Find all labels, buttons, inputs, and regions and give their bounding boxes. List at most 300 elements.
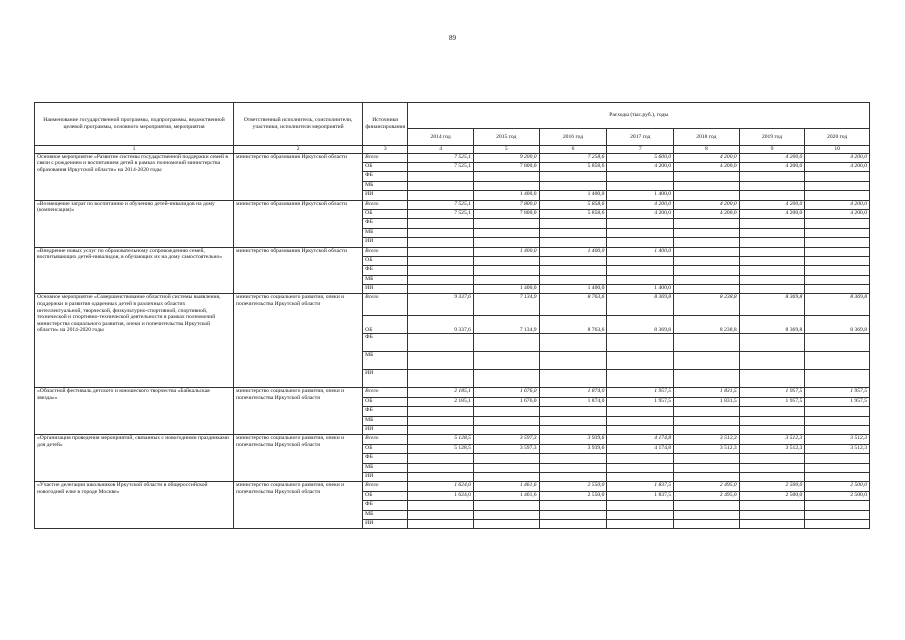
funding-source: Всего [363,153,408,162]
expense-value: 3 512,3 [805,435,870,444]
expense-value [473,426,539,435]
expense-value: 4 200,0 [674,162,740,171]
funding-source: ФБ [363,172,408,181]
expense-value: 4 200,0 [739,162,805,171]
funding-source: МБ [363,416,408,425]
expense-value: 1 957,5 [607,397,674,406]
expense-value: 3 597,3 [473,435,539,444]
expense-value [674,370,740,388]
table-row [35,200,870,209]
expense-value: 4 200,0 [805,200,870,209]
funding-source: Всего [363,388,408,397]
funding-source: МБ [363,228,408,237]
expense-value [805,407,870,416]
expense-value: 4 200,0 [674,209,740,218]
expense-value [473,463,539,472]
expense-value [607,275,674,284]
expense-value [674,172,740,181]
funding-source: ИИ [363,426,408,435]
expense-value [805,266,870,275]
expense-value: 4 200,0 [805,153,870,162]
expense-value [539,519,607,528]
expense-value: 1 957,5 [805,397,870,406]
expense-value: 4 200,0 [607,200,674,209]
expense-value [607,219,674,228]
expense-value [607,352,674,370]
expense-value: 1 676,0 [473,397,539,406]
funding-source: ИИ [363,191,408,200]
expense-value: 1 831,5 [674,397,740,406]
activity-name: «Областной фестиваль детского и юношеского творчества «Байкальская звезда»» [35,388,234,435]
responsible-executor: министерство социального развития, опеки и попечительства Иркутской области [234,388,363,435]
expense-value [805,454,870,463]
expense-value [739,352,805,370]
expense-value [473,510,539,519]
header-year: 2018 год [674,129,740,146]
expense-value [674,181,740,190]
responsible-executor: министерство социального развития, опеки и попечительства Иркутской области [234,435,363,482]
expense-value [408,256,474,265]
responsible-executor: министерство социального развития, опеки и попечительства Иркутской области [234,294,363,388]
funding-source: ФБ [363,219,408,228]
funding-source: ОБ [363,316,408,334]
expense-value [739,238,805,247]
expense-value [739,370,805,388]
expense-value [805,463,870,472]
expense-value [739,407,805,416]
funding-source: ФБ [363,454,408,463]
expense-value: 9 337,6 [408,316,474,334]
expense-value [408,247,474,256]
expense-value [739,256,805,265]
expense-value [607,238,674,247]
expense-value: 2 500,0 [805,482,870,491]
column-number: 4 [408,146,474,154]
expense-value [473,454,539,463]
expense-value: 4 200,0 [805,162,870,171]
expense-value: 1 400,0 [473,247,539,256]
expense-value [739,426,805,435]
expense-value [739,472,805,481]
expense-value [674,247,740,256]
expense-value [739,266,805,275]
expense-value [408,181,474,190]
column-number: 9 [739,146,805,154]
expense-value: 8 238,8 [674,294,740,316]
expense-value: 8 763,6 [539,294,607,316]
expense-value: 5 600,0 [607,153,674,162]
expense-value: 3 597,3 [473,444,539,453]
funding-source: ИИ [363,472,408,481]
expense-value: 7 525,1 [408,209,474,218]
expense-value: 1 676,0 [473,388,539,397]
expense-value [805,247,870,256]
expense-value: 1 400,0 [539,285,607,294]
funding-source: Всего [363,482,408,491]
expense-value [473,238,539,247]
expense-value [607,519,674,528]
expense-value: 1 957,5 [805,388,870,397]
funding-source: ОБ [363,491,408,500]
expense-value [739,519,805,528]
expense-value: 1 400,0 [539,191,607,200]
expense-value: 5 128,5 [408,435,474,444]
expense-value [408,510,474,519]
table-row [35,435,870,444]
expense-value: 3 939,6 [539,435,607,444]
expense-value [408,238,474,247]
expense-value [739,454,805,463]
funding-source: ФБ [363,501,408,510]
expense-value: 3 512,3 [739,444,805,453]
expense-value [674,238,740,247]
expense-value [473,370,539,388]
expense-value [607,256,674,265]
expense-value [674,407,740,416]
expense-value: 8 238,8 [674,316,740,334]
expense-value [408,285,474,294]
funding-source: ФБ [363,407,408,416]
header-year: 2016 год [539,129,607,146]
activity-name: Основное мероприятие «Развитие системы государственной поддержки семей в связи с рождением и воспитанием детей в рамках полномочий министерства образования Иркутской области» на 2014-2020 годы [35,153,234,200]
activity-name: Основное мероприятие «Совершенствование областной системы выявления, поддержки и развития одаренных детей в различных областях интеллектуальной, творческой, физкультурно-спортивной, спортивной, технической и спортивно-технической деятельности в рамках полномочий министерства социального развития, опеки и попечительства Иркутской области» на 2014-2020 годы [35,294,234,388]
expense-value: 2 495,0 [674,491,740,500]
responsible-executor: министерство образования Иркутской области [234,200,363,247]
header-name: Наименование государственной программы, подпрограммы, ведомственной целевой программы, основного мероприятия, мероприятия [35,103,234,146]
expense-value [607,472,674,481]
expense-value [674,275,740,284]
responsible-executor: министерство образования Иркутской области [234,247,363,294]
expense-value [539,472,607,481]
expense-value [674,510,740,519]
expense-value [539,501,607,510]
expense-value: 4 200,0 [674,200,740,209]
expense-value [473,416,539,425]
expense-value: 1 957,5 [607,388,674,397]
expense-value: 8 763,6 [539,316,607,334]
expense-value: 1 837,5 [607,482,674,491]
expense-value: 7 525,1 [408,162,474,171]
expense-value [408,501,474,510]
column-number: 3 [363,146,408,154]
expense-value [805,219,870,228]
expense-value: 1 957,5 [739,388,805,397]
expense-value [674,519,740,528]
expense-value: 2 500,0 [739,482,805,491]
expense-value [739,463,805,472]
expense-value [539,275,607,284]
column-number: 2 [234,146,363,154]
funding-source: ФБ [363,266,408,275]
expense-value [739,172,805,181]
expense-value: 8 369,8 [739,316,805,334]
expense-value: 7 525,1 [408,153,474,162]
expense-value [805,370,870,388]
expense-value: 3 512,3 [805,444,870,453]
expense-value: 2 185,1 [408,397,474,406]
funding-source: ИИ [363,519,408,528]
expense-value [408,266,474,275]
header-responsible: Ответственный исполнитель, соисполнители, участники, исполнители мероприятий [234,103,363,146]
funding-source: ИИ [363,370,408,388]
expense-value [473,228,539,237]
column-number: 1 [35,146,234,154]
expense-value [408,228,474,237]
header-source: Источники финансирования [363,103,408,146]
expense-value: 1 874,0 [539,397,607,406]
expense-value [539,219,607,228]
expense-value [607,172,674,181]
expense-value [473,219,539,228]
expense-value [674,334,740,352]
expense-value: 7 525,1 [408,200,474,209]
expense-value [607,416,674,425]
funding-source: ОБ [363,444,408,453]
expense-value [607,426,674,435]
expense-value [408,172,474,181]
funding-source: ФБ [363,334,408,352]
expense-value: 7 800,0 [473,200,539,209]
expense-value: 1 400,0 [473,285,539,294]
expense-value [473,172,539,181]
expense-value: 2 500,0 [739,491,805,500]
column-number: 10 [805,146,870,154]
expense-value [805,472,870,481]
expense-value [674,416,740,425]
table-row [35,482,870,491]
expense-value [805,191,870,200]
expense-value: 5 858,6 [539,200,607,209]
expense-value [739,275,805,284]
expense-value [539,181,607,190]
expense-value: 1 874,0 [539,388,607,397]
table-row [35,294,870,316]
expense-value: 1 400,0 [539,247,607,256]
expense-value [674,426,740,435]
expense-value [674,191,740,200]
expense-value [739,191,805,200]
funding-source: Всего [363,294,408,316]
header-expenses: Расходы (тыс.руб.), годы [408,103,870,129]
funding-source: МБ [363,510,408,519]
expense-value [408,519,474,528]
expense-value [607,228,674,237]
header-year: 2015 год [473,129,539,146]
expense-value [739,219,805,228]
expense-value [805,285,870,294]
expense-value [607,501,674,510]
expense-value [607,510,674,519]
expense-value [674,501,740,510]
activity-name: «Внедрение новых услуг по образовательному сопровождению семей, воспитывающих детей-инвалидов, в обучающих их на дому самостоятельно» [35,247,234,294]
expense-value [805,416,870,425]
expense-value: 1 831,5 [674,388,740,397]
column-number: 8 [674,146,740,154]
expense-value: 7 134,9 [473,316,539,334]
expense-value [805,228,870,237]
expense-value [739,247,805,256]
funding-source: ОБ [363,209,408,218]
expense-value [607,334,674,352]
expense-value: 1 624,0 [408,491,474,500]
header-year: 2019 год [739,129,805,146]
expense-value [539,228,607,237]
expense-value: 4 174,8 [607,444,674,453]
expense-value [539,334,607,352]
expense-value [607,181,674,190]
expense-value [739,416,805,425]
expense-value: 2 550,0 [539,482,607,491]
expense-value [805,238,870,247]
funding-source: ОБ [363,397,408,406]
expense-value [408,275,474,284]
expense-value [408,454,474,463]
expense-value [408,352,474,370]
funding-source: Всего [363,435,408,444]
expense-value [607,370,674,388]
expense-value [539,352,607,370]
expense-value [805,334,870,352]
expense-value [408,334,474,352]
expense-value: 4 200,0 [805,209,870,218]
expense-value [674,228,740,237]
expense-value [408,416,474,425]
expense-value: 2 495,0 [674,482,740,491]
expense-value [674,472,740,481]
expense-value: 1 837,5 [607,491,674,500]
expense-value: 1 400,0 [607,247,674,256]
activity-name: «Участие делегации школьников Иркутской области в общероссийской новогодней елке в городе Москве» [35,482,234,529]
expense-value: 5 858,6 [539,162,607,171]
expense-value [539,510,607,519]
expense-value [539,463,607,472]
expense-value: 7 800,0 [473,162,539,171]
expense-value [408,407,474,416]
expense-value [473,266,539,275]
expense-value [473,472,539,481]
expense-value [674,256,740,265]
expense-value [473,519,539,528]
expense-value: 8 369,8 [805,294,870,316]
expense-value: 8 369,8 [805,316,870,334]
funding-source: Всего [363,200,408,209]
funding-source: Всего [363,247,408,256]
expense-value [473,181,539,190]
expense-value: 8 369,8 [607,316,674,334]
expense-value: 5 858,6 [539,209,607,218]
expense-value [674,352,740,370]
expense-value [408,426,474,435]
header-year: 2020 год [805,129,870,146]
expense-value: 4 174,8 [607,435,674,444]
expense-value [805,501,870,510]
expense-value: 4 200,0 [607,209,674,218]
expense-value [408,219,474,228]
expense-value: 4 200,0 [739,153,805,162]
expense-value [739,228,805,237]
funding-source: МБ [363,275,408,284]
expense-value [473,275,539,284]
expense-value [805,256,870,265]
responsible-executor: министерство социального развития, опеки и попечительства Иркутской области [234,482,363,529]
expense-value: 5 128,5 [408,444,474,453]
expense-value [539,256,607,265]
expense-value [408,191,474,200]
funding-source: ИИ [363,238,408,247]
expense-value [473,334,539,352]
expense-value [739,181,805,190]
expense-value [674,219,740,228]
table-row [35,388,870,397]
expense-value [739,334,805,352]
expense-value: 3 512,3 [739,435,805,444]
funding-source: ОБ [363,162,408,171]
expense-value [674,266,740,275]
expense-value [539,370,607,388]
expense-value: 1 400,0 [607,191,674,200]
expense-value: 4 200,0 [607,162,674,171]
header-year: 2014 год [408,129,474,146]
funding-source: МБ [363,181,408,190]
expense-value [539,172,607,181]
expense-value: 1 957,5 [739,397,805,406]
responsible-executor: министерство образования Иркутской области [234,153,363,200]
expense-value [805,275,870,284]
expense-value: 9 200,0 [473,153,539,162]
expense-value [473,256,539,265]
activity-name: «Возмещение затрат по воспитанию и обучению детей-инвалидов на дому (компенсация)» [35,200,234,247]
expense-value [739,285,805,294]
funding-source: ОБ [363,256,408,265]
expense-value [805,519,870,528]
expense-value: 7 800,0 [473,209,539,218]
expense-value: 1 624,0 [408,482,474,491]
expense-value: 4 200,0 [739,200,805,209]
expense-value: 7 258,6 [539,153,607,162]
expense-value [607,266,674,275]
header-year: 2017 год [607,129,674,146]
expense-value [674,463,740,472]
expense-value [539,416,607,425]
expense-value: 3 512,3 [674,444,740,453]
expense-value: 2 500,0 [805,491,870,500]
table-row [35,247,870,256]
expense-value: 3 512,3 [674,435,740,444]
expense-value [539,454,607,463]
activity-name: «Организация проведения мероприятий, связанных с новогодними праздниками для детей» [35,435,234,482]
expense-value [674,285,740,294]
expense-value [473,501,539,510]
expense-value: 1 400,0 [607,285,674,294]
expense-value [805,426,870,435]
expense-value [805,510,870,519]
expense-value [607,463,674,472]
expense-value [607,407,674,416]
expense-value [539,238,607,247]
expense-value [473,352,539,370]
expense-value [408,472,474,481]
expense-value [539,426,607,435]
expense-value [739,501,805,510]
funding-source: ИИ [363,285,408,294]
expense-value [805,352,870,370]
expense-value: 8 369,8 [607,294,674,316]
expense-value [674,454,740,463]
expense-value: 1 461,6 [473,482,539,491]
expense-value [805,172,870,181]
expense-value: 1 400,0 [473,191,539,200]
column-number: 6 [539,146,607,154]
